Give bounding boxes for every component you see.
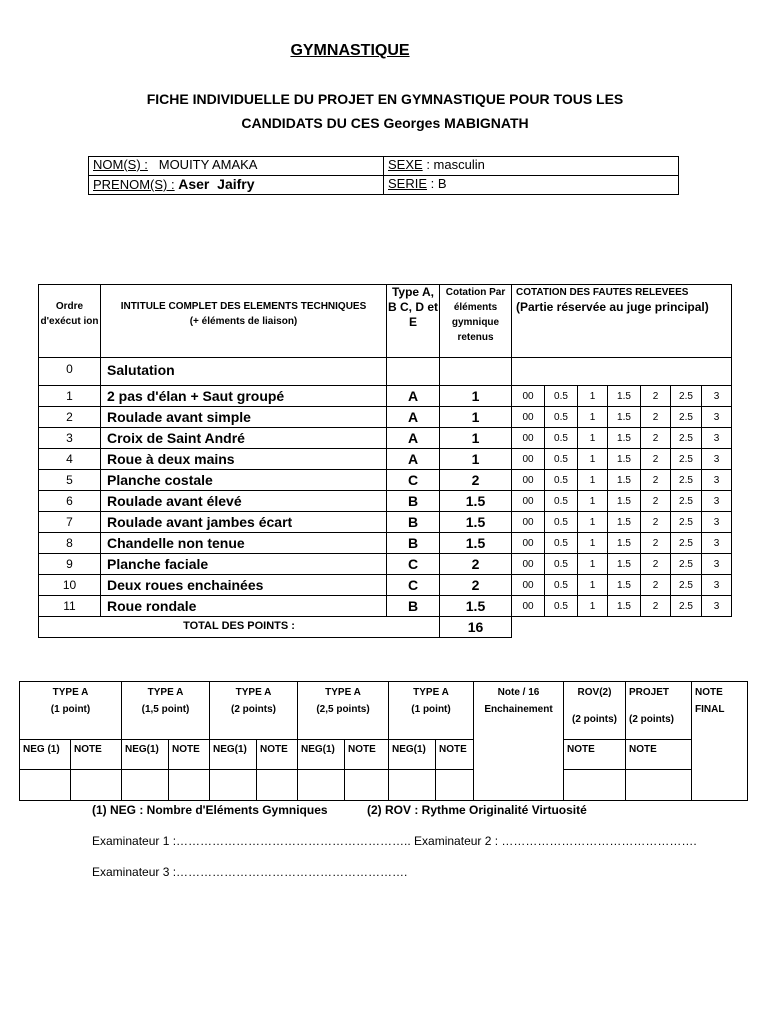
element-cotation: 2	[440, 470, 512, 491]
fault-option: 1	[578, 470, 608, 491]
type-group-points: (1,5 point)	[141, 704, 190, 715]
salutation-label: Salutation	[101, 358, 387, 386]
fault-option: 00	[512, 491, 545, 512]
fault-option: 1	[578, 512, 608, 533]
type-group-label: TYPE A	[235, 687, 272, 698]
fault-option: 2	[641, 512, 671, 533]
fault-option: 2.5	[671, 407, 702, 428]
type-group-header	[298, 682, 389, 740]
fault-option: 1.5	[608, 449, 641, 470]
fault-option: 1.5	[608, 512, 641, 533]
sexe-cell	[384, 157, 679, 176]
table-row	[39, 491, 732, 512]
identity-table	[88, 156, 679, 195]
element-name: Roulade avant élevé	[101, 491, 387, 512]
element-type: A	[387, 428, 440, 449]
element-type: C	[387, 470, 440, 491]
grading-table	[19, 681, 748, 801]
fault-option: 00	[512, 449, 545, 470]
header-fautes	[512, 285, 732, 358]
element-name: Roulade avant simple	[101, 407, 387, 428]
header-fautes-line1: COTATION DES FAUTES RELEVEES	[516, 287, 689, 298]
element-name: Planche faciale	[101, 554, 387, 575]
neg-label: NEG(1)	[389, 740, 436, 770]
element-type: B	[387, 491, 440, 512]
fault-option: 3	[702, 533, 732, 554]
fault-option: 1.5	[608, 407, 641, 428]
nom-label: NOM(S) :	[93, 157, 148, 172]
fault-option: 1.5	[608, 386, 641, 407]
nom-cell	[89, 157, 384, 176]
type-group-points: (2 points)	[231, 704, 276, 715]
element-type: A	[387, 386, 440, 407]
header-intitule-line2: (+ éléments de liaison)	[189, 316, 298, 327]
fault-option: 00	[512, 470, 545, 491]
fault-option: 0.5	[545, 470, 578, 491]
note-label: NOTE	[169, 740, 210, 770]
fault-option: 1	[578, 491, 608, 512]
fault-option: 2	[641, 596, 671, 617]
fault-option: 1	[578, 533, 608, 554]
type-group-points: (2,5 points)	[316, 704, 370, 715]
element-type: C	[387, 554, 440, 575]
rov-header	[564, 682, 626, 740]
fault-option: 3	[702, 596, 732, 617]
enchainement-label: Note / 16	[497, 687, 540, 698]
total-value: 16	[440, 617, 512, 638]
fault-option: 2	[641, 554, 671, 575]
salutation-num: 0	[39, 358, 101, 386]
projet-label: PROJET	[629, 687, 670, 698]
fault-option: 1	[578, 575, 608, 596]
type-group-label: TYPE A	[325, 687, 361, 698]
rov-points: (2 points)	[572, 714, 617, 725]
note-entry	[345, 770, 389, 801]
table-row	[39, 533, 732, 554]
element-type: B	[387, 512, 440, 533]
prenom-label: PRENOM(S) :	[93, 177, 175, 192]
fault-option: 00	[512, 554, 545, 575]
type-group-points: (1 point)	[50, 704, 91, 715]
element-order: 3	[39, 428, 101, 449]
serie-cell	[384, 176, 679, 195]
type-group-label: TYPE A	[52, 687, 89, 698]
element-order: 7	[39, 512, 101, 533]
header-type: Type A, B C, D et E	[387, 285, 440, 358]
table-row	[39, 575, 732, 596]
fault-option: 0.5	[545, 533, 578, 554]
fault-option: 0.5	[545, 428, 578, 449]
header-fautes-line2: (Partie réservée au juge principal)	[516, 300, 709, 314]
element-name: Planche costale	[101, 470, 387, 491]
element-type: B	[387, 533, 440, 554]
element-name: Roue rondale	[101, 596, 387, 617]
fault-option: 0.5	[545, 575, 578, 596]
total-label: TOTAL DES POINTS :	[39, 617, 440, 638]
neg-entry	[298, 770, 345, 801]
type-group-header	[210, 682, 298, 740]
element-order: 1	[39, 386, 101, 407]
note-entry	[71, 770, 122, 801]
prenom-cell	[89, 176, 384, 195]
salutation-cotation	[440, 358, 512, 386]
serie-value: : B	[430, 176, 447, 191]
element-order: 5	[39, 470, 101, 491]
neg-label: NEG(1)	[298, 740, 345, 770]
type-group-label: TYPE A	[147, 687, 184, 698]
note-label: NOTE	[436, 740, 474, 770]
fault-option: 3	[702, 428, 732, 449]
fault-option: 00	[512, 386, 545, 407]
enchainement-header	[474, 682, 564, 801]
fault-option: 0.5	[545, 449, 578, 470]
fault-option: 1	[578, 554, 608, 575]
fault-option: 2.5	[671, 428, 702, 449]
note-entry	[257, 770, 298, 801]
fault-option: 1.5	[608, 596, 641, 617]
fault-option: 3	[702, 575, 732, 596]
element-cotation: 1	[440, 407, 512, 428]
fault-option: 0.5	[545, 491, 578, 512]
neg-footnote: (1) NEG : Nombre d'Eléments Gymniques	[92, 803, 328, 817]
header-cotation: Cotation Par éléments gymnique retenus	[440, 285, 512, 358]
fault-option: 00	[512, 575, 545, 596]
table-row	[39, 596, 732, 617]
fault-option: 3	[702, 512, 732, 533]
sexe-label: SEXE	[388, 157, 423, 172]
subtitle-line-1: FICHE INDIVIDUELLE DU PROJET EN GYMNASTIQUE POUR TOUS LES	[146, 91, 624, 107]
element-cotation: 1	[440, 449, 512, 470]
fault-option: 00	[512, 428, 545, 449]
fault-option: 3	[702, 386, 732, 407]
subtitle-line-2: CANDIDATS DU CES Georges MABIGNATH	[241, 115, 529, 131]
fault-option: 2.5	[671, 575, 702, 596]
element-cotation: 2	[440, 554, 512, 575]
element-cotation: 2	[440, 575, 512, 596]
fault-option: 2	[641, 407, 671, 428]
fault-option: 2.5	[671, 554, 702, 575]
fault-option: 2	[641, 575, 671, 596]
header-ordre: Ordre d'exécut ion	[39, 285, 101, 358]
neg-label: NEG (1)	[20, 740, 71, 770]
fault-option: 1.5	[608, 575, 641, 596]
element-cotation: 1	[440, 428, 512, 449]
fault-option: 1.5	[608, 491, 641, 512]
fault-option: 00	[512, 512, 545, 533]
neg-entry	[389, 770, 436, 801]
sexe-value: : masculin	[426, 157, 485, 172]
note-label: NOTE	[345, 740, 389, 770]
fault-option: 00	[512, 533, 545, 554]
neg-label: NEG(1)	[210, 740, 257, 770]
fault-option: 00	[512, 407, 545, 428]
fault-option: 2	[641, 428, 671, 449]
fault-option: 2	[641, 533, 671, 554]
element-order: 11	[39, 596, 101, 617]
neg-entry	[122, 770, 169, 801]
fault-option: 3	[702, 491, 732, 512]
projet-note-label: NOTE	[626, 740, 692, 770]
salutation-type	[387, 358, 440, 386]
element-cotation: 1.5	[440, 533, 512, 554]
fault-option: 2.5	[671, 470, 702, 491]
element-order: 4	[39, 449, 101, 470]
element-order: 9	[39, 554, 101, 575]
examinateur-3-line: Examinateur 3 :………………………………………………….	[92, 865, 408, 879]
table-row	[39, 386, 732, 407]
type-group-label: TYPE A	[413, 687, 449, 698]
fault-option: 2.5	[671, 491, 702, 512]
table-row	[39, 428, 732, 449]
note-final-header	[692, 682, 748, 801]
table-row	[39, 512, 732, 533]
element-name: Chandelle non tenue	[101, 533, 387, 554]
element-name: Deux roues enchainées	[101, 575, 387, 596]
nom-value: MOUITY AMAKA	[158, 157, 258, 172]
neg-entry	[210, 770, 257, 801]
enchainement-label: Enchainement	[484, 704, 553, 715]
rov-footnote: (2) ROV : Rythme Originalité Virtuosité	[367, 803, 587, 817]
note-entry	[436, 770, 474, 801]
table-row	[39, 554, 732, 575]
fault-option: 2.5	[671, 512, 702, 533]
rov-label: ROV(2)	[577, 687, 612, 698]
fault-option: 1	[578, 386, 608, 407]
rov-note-entry	[564, 770, 626, 801]
table-row	[39, 449, 732, 470]
fault-option: 2.5	[671, 449, 702, 470]
elements-table	[38, 284, 732, 638]
serie-label: SERIE	[388, 176, 428, 191]
salutation-fautes	[512, 358, 732, 386]
note-final-label: FINAL	[695, 704, 725, 715]
page-title: GYMNASTIQUE	[290, 42, 410, 59]
fault-option: 3	[702, 449, 732, 470]
fault-option: 1	[578, 449, 608, 470]
fault-option: 1.5	[608, 554, 641, 575]
examinateur-1-2-line: Examinateur 1 :………………………………………………….. Examinateur 2 : ………………………………………….	[92, 834, 697, 848]
fault-option: 2.5	[671, 533, 702, 554]
fault-option: 0.5	[545, 596, 578, 617]
note-label: NOTE	[71, 740, 122, 770]
fault-option: 3	[702, 470, 732, 491]
fault-option: 1	[578, 596, 608, 617]
type-group-header	[20, 682, 122, 740]
fault-option: 2	[641, 449, 671, 470]
element-order: 10	[39, 575, 101, 596]
note-entry	[169, 770, 210, 801]
rov-note-label: NOTE	[564, 740, 626, 770]
note-label: NOTE	[257, 740, 298, 770]
table-row	[39, 470, 732, 491]
fault-option: 1	[578, 407, 608, 428]
neg-label: NEG(1)	[122, 740, 169, 770]
fault-option: 0.5	[545, 554, 578, 575]
note-final-label: NOTE	[695, 687, 723, 698]
element-name: Croix de Saint André	[101, 428, 387, 449]
element-name: Roulade avant jambes écart	[101, 512, 387, 533]
element-cotation: 1.5	[440, 512, 512, 533]
element-type: A	[387, 407, 440, 428]
type-group-points: (1 point)	[411, 704, 451, 715]
element-order: 6	[39, 491, 101, 512]
projet-points: (2 points)	[629, 714, 674, 725]
fault-option: 0.5	[545, 512, 578, 533]
element-order: 8	[39, 533, 101, 554]
fault-option: 2.5	[671, 596, 702, 617]
fault-option: 2.5	[671, 386, 702, 407]
fault-option: 2	[641, 470, 671, 491]
element-name: Roue à deux mains	[101, 449, 387, 470]
fault-option: 3	[702, 407, 732, 428]
table-row	[39, 407, 732, 428]
fault-option: 1.5	[608, 470, 641, 491]
type-group-header	[122, 682, 210, 740]
fault-option: 3	[702, 554, 732, 575]
neg-entry	[20, 770, 71, 801]
fault-option: 2	[641, 491, 671, 512]
element-type: B	[387, 596, 440, 617]
element-cotation: 1	[440, 386, 512, 407]
fault-option: 1	[578, 428, 608, 449]
fault-option: 1.5	[608, 533, 641, 554]
projet-header	[626, 682, 692, 740]
fault-option: 2	[641, 386, 671, 407]
prenom-value: Aser Jaifry	[178, 176, 255, 192]
element-type: C	[387, 575, 440, 596]
element-cotation: 1.5	[440, 596, 512, 617]
element-name: 2 pas d'élan + Saut groupé	[101, 386, 387, 407]
fault-option: 00	[512, 596, 545, 617]
fault-option: 1.5	[608, 428, 641, 449]
projet-note-entry	[626, 770, 692, 801]
header-intitule-line1: INTITULE COMPLET DES ELEMENTS TECHNIQUES	[120, 301, 367, 312]
element-order: 2	[39, 407, 101, 428]
fault-option: 0.5	[545, 386, 578, 407]
element-cotation: 1.5	[440, 491, 512, 512]
type-group-header	[389, 682, 474, 740]
fault-option: 0.5	[545, 407, 578, 428]
element-type: A	[387, 449, 440, 470]
header-intitule	[101, 285, 387, 358]
